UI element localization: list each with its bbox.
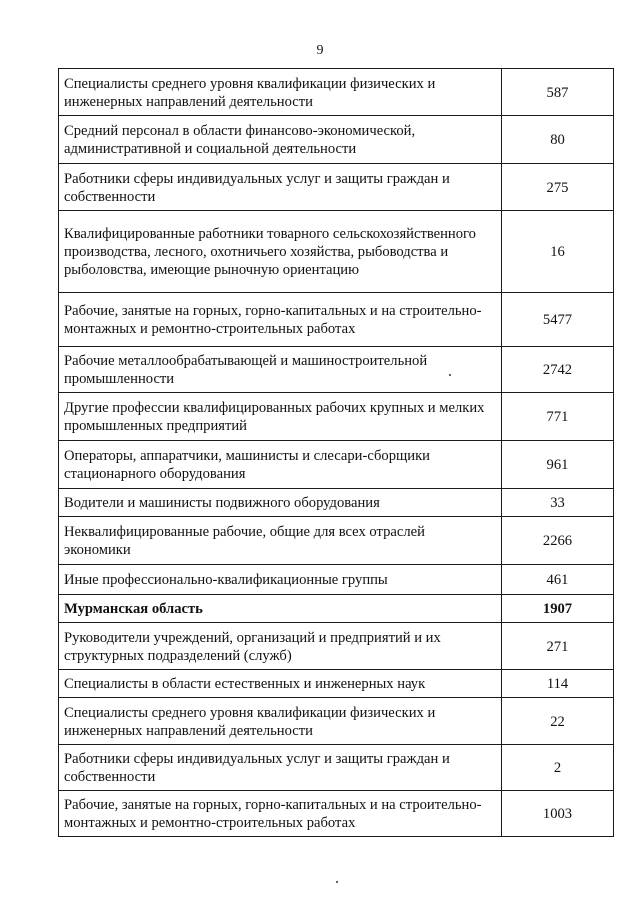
table-row [59, 164, 614, 211]
count-value: 271 [502, 623, 614, 670]
count-value: 80 [502, 116, 614, 164]
occupation-label: Рабочие металлообрабатывающей и машиностроительной промышленности [59, 347, 502, 393]
table-row [59, 670, 614, 698]
table-row [59, 347, 614, 393]
count-value: 587 [502, 69, 614, 116]
occupation-label: Специалисты в области естественных и инженерных наук [59, 670, 502, 698]
table-row [59, 211, 614, 293]
count-value: 2 [502, 745, 614, 791]
occupation-label: Другие профессии квалифицированных рабочих крупных и мелких промышленных предприятий [59, 393, 502, 441]
occupation-table [58, 68, 614, 837]
table-body [59, 69, 614, 837]
table-row [59, 745, 614, 791]
count-value: 771 [502, 393, 614, 441]
occupation-label: Руководители учреждений, организаций и предприятий и их структурных подразделений (служб) [59, 623, 502, 670]
count-value: 461 [502, 565, 614, 595]
table-row [59, 623, 614, 670]
count-value: 114 [502, 670, 614, 698]
occupation-label: Специалисты среднего уровня квалификации физических и инженерных направлений деятельности [59, 69, 502, 116]
occupation-label: Иные профессионально-квалификационные группы [59, 565, 502, 595]
table-row [59, 791, 614, 837]
count-value: 1003 [502, 791, 614, 837]
table-row [59, 293, 614, 347]
table-row [59, 517, 614, 565]
count-value: 2266 [502, 517, 614, 565]
occupation-label: Неквалифицированные рабочие, общие для всех отраслей экономики [59, 517, 502, 565]
occupation-label: Рабочие, занятые на горных, горно-капитальных и на строительно-монтажных и ремонтно-строительных работах [59, 791, 502, 837]
occupation-label: Рабочие, занятые на горных, горно-капитальных и на строительно-монтажных и ремонтно-строительных работах [59, 293, 502, 347]
table-row [59, 565, 614, 595]
occupation-label: Работники сферы индивидуальных услуг и защиты граждан и собственности [59, 745, 502, 791]
count-value: 275 [502, 164, 614, 211]
occupation-label: Квалифицированные работники товарного сельскохозяйственного производства, лесного, охотничьего хозяйства, рыбоводства и рыболовства, имеющие рыночную ориентацию [59, 211, 502, 293]
table-row [59, 116, 614, 164]
occupation-label: Операторы, аппаратчики, машинисты и слесари-сборщики стационарного оборудования [59, 441, 502, 489]
count-value: 33 [502, 489, 614, 517]
count-value: 2742 [502, 347, 614, 393]
table-row [59, 441, 614, 489]
count-value: 5477 [502, 293, 614, 347]
table-row [59, 69, 614, 116]
scan-speck [449, 374, 451, 376]
region-total-value: 1907 [502, 595, 614, 623]
count-value: 961 [502, 441, 614, 489]
count-value: 22 [502, 698, 614, 745]
page-number: 9 [316, 43, 324, 58]
occupation-label: Работники сферы индивидуальных услуг и защиты граждан и собственности [59, 164, 502, 211]
table-row [59, 393, 614, 441]
count-value: 16 [502, 211, 614, 293]
table-row [59, 698, 614, 745]
occupation-label: Специалисты среднего уровня квалификации физических и инженерных направлений деятельности [59, 698, 502, 745]
occupation-label: Средний персонал в области финансово-экономической, административной и социальной деятельности [59, 116, 502, 164]
region-label: Мурманская область [59, 595, 502, 623]
table-row [59, 489, 614, 517]
occupation-label: Водители и машинисты подвижного оборудования [59, 489, 502, 517]
scan-speck [336, 881, 338, 883]
region-header-row [59, 595, 614, 623]
